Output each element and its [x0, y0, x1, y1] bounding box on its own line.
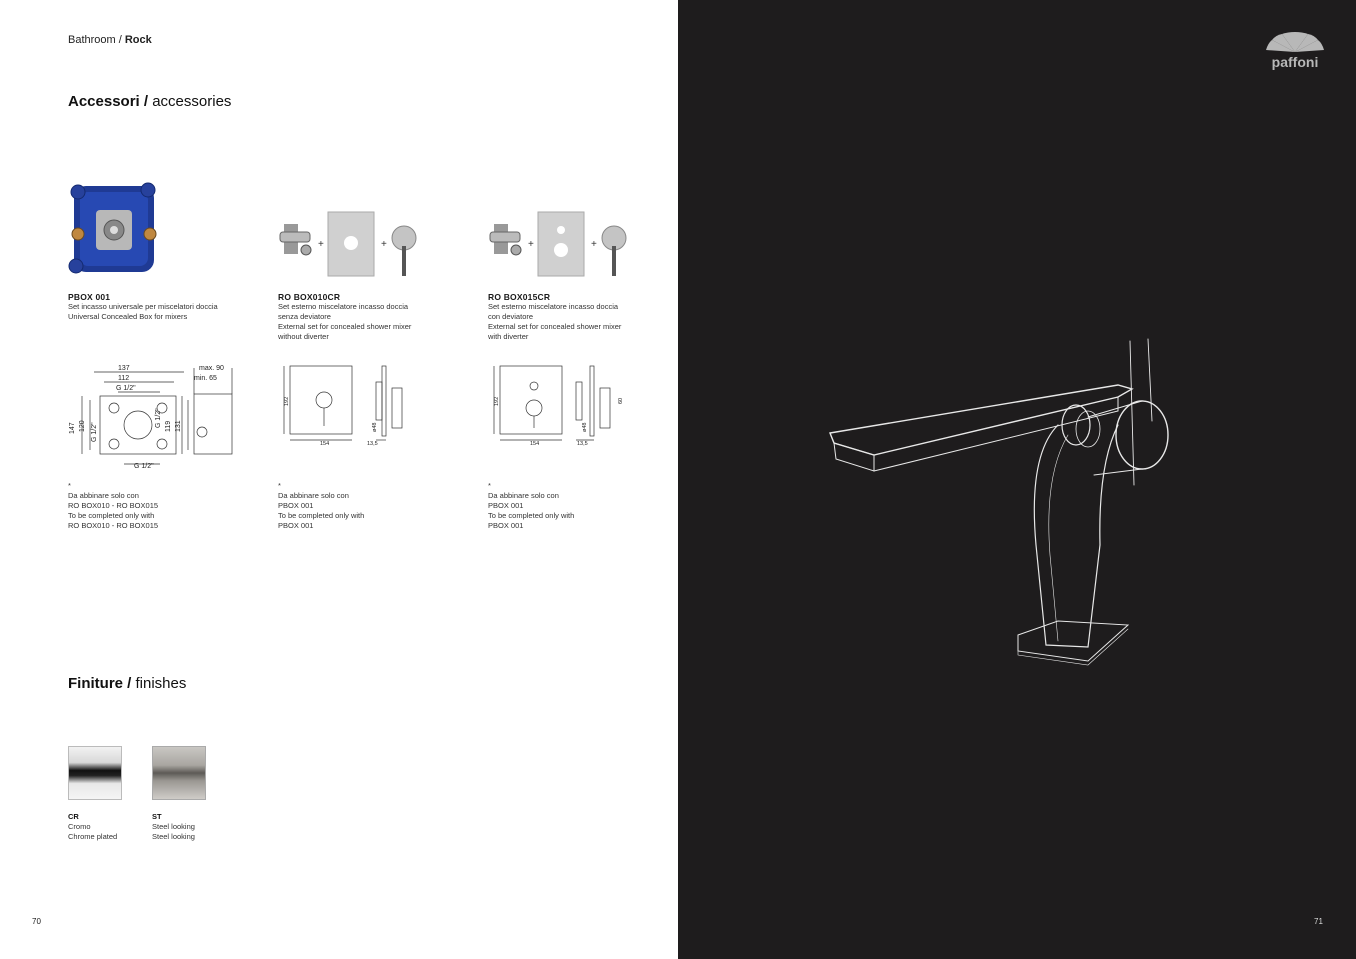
dim-label: 119 [165, 420, 172, 432]
pbox-001-image [68, 180, 160, 278]
note-line: Da abbinare solo con [488, 491, 559, 500]
right-page [678, 0, 1356, 959]
note-mark: * [278, 481, 281, 490]
brand-wordmark: paffoni [1271, 54, 1319, 70]
plus-sign: + [528, 239, 534, 250]
dim-label: G 1/2" [91, 422, 98, 442]
finish-name-en: Steel looking [152, 832, 195, 841]
dim-label: G 1/2" [134, 463, 154, 470]
note-line: PBOX 001 [488, 521, 524, 530]
ro-box015cr-technical-drawing [490, 362, 630, 450]
dim-label: ø48 [582, 422, 588, 432]
accessories-title-en: accessories [152, 93, 232, 110]
product-pbox-001 [68, 292, 248, 322]
product-desc-en: External set for concealed shower mixer [488, 322, 622, 331]
note-ro-box010cr [278, 481, 458, 531]
dim-label: 131 [175, 420, 182, 432]
product-desc-it: Set incasso universale per miscelatori doccia [68, 302, 218, 311]
dim-label: 13,5 [367, 441, 378, 447]
dim-label: 147 [69, 422, 76, 434]
breadcrumb-section: Bathroom / [68, 34, 125, 46]
page-number-left: 70 [32, 917, 41, 926]
product-desc-it: senza deviatore [278, 312, 331, 321]
product-desc-it: Set esterno miscelatore incasso doccia [278, 302, 409, 311]
product-code: RO BOX015CR [488, 292, 551, 302]
swatch-steel [152, 746, 206, 800]
note-line: PBOX 001 [488, 501, 524, 510]
dim-label: 112 [118, 375, 130, 382]
faucet-sketch [818, 325, 1198, 685]
note-line: Da abbinare solo con [68, 491, 139, 500]
note-line: RO BOX010 - RO BOX015 [68, 521, 159, 530]
breadcrumb-collection: Rock [124, 34, 152, 46]
ro-box010cr-image [278, 210, 424, 278]
dim-label: G 1/2" [116, 385, 136, 392]
product-ro-box015cr [488, 292, 668, 342]
dim-label: 192 [494, 396, 500, 406]
finish-code: ST [152, 812, 162, 821]
product-desc-en: without diverter [278, 332, 329, 341]
dim-label: 192 [284, 396, 290, 406]
note-line: To be completed only with [278, 511, 365, 520]
product-desc-en: Universal Concealed Box for mixers [68, 312, 188, 321]
note-line: To be completed only with [68, 511, 155, 520]
finish-label-cr [68, 812, 117, 842]
dim-label: 120 [79, 420, 86, 432]
finish-label-st [152, 812, 195, 842]
finish-name-it: Cromo [68, 822, 91, 831]
product-desc-en: External set for concealed shower mixer [278, 322, 412, 331]
note-ro-box015cr [488, 481, 668, 531]
accessories-title [68, 93, 231, 110]
dim-label: 60 [618, 397, 624, 404]
paffoni-logo [1262, 30, 1328, 72]
dim-label: 154 [530, 441, 540, 447]
product-ro-box010cr [278, 292, 458, 342]
plus-sign: + [591, 239, 597, 250]
note-line: PBOX 001 [278, 521, 314, 530]
dim-label: max. 90 [199, 365, 224, 372]
finish-name-it: Steel looking [152, 822, 195, 831]
finish-code: CR [68, 812, 79, 821]
note-line: To be completed only with [488, 511, 575, 520]
plus-sign: + [318, 239, 324, 250]
note-line: RO BOX010 - RO BOX015 [68, 501, 159, 510]
ro-box010cr-technical-drawing [280, 362, 410, 450]
dim-label: G 1/2" [155, 408, 162, 428]
note-line: PBOX 001 [278, 501, 314, 510]
dim-label: min. 65 [194, 375, 217, 382]
note-line: Da abbinare solo con [278, 491, 349, 500]
pbox-001-technical-drawing [64, 360, 240, 472]
note-mark: * [488, 481, 491, 490]
accessories-title-it: Accessori / [68, 93, 153, 110]
swatch-chrome [68, 746, 122, 800]
product-code: RO BOX010CR [278, 292, 341, 302]
product-desc-it: Set esterno miscelatore incasso doccia [488, 302, 619, 311]
dim-label: 154 [320, 441, 330, 447]
product-desc-en: with diverter [488, 332, 529, 341]
dim-label: 137 [118, 365, 130, 372]
finish-name-en: Chrome plated [68, 832, 118, 841]
dim-label: ø48 [372, 422, 378, 432]
product-desc-it: con deviatore [488, 312, 534, 321]
ro-box015cr-image [488, 210, 634, 278]
finishes-title-en: finishes [135, 675, 187, 692]
note-pbox-001 [68, 481, 248, 531]
dim-label: 13,5 [577, 441, 588, 447]
finishes-title-it: Finiture / [68, 675, 136, 692]
breadcrumb [68, 34, 152, 46]
note-mark: * [68, 481, 71, 490]
plus-sign: + [381, 239, 387, 250]
product-code: PBOX 001 [68, 292, 111, 302]
page-number-right: 71 [1314, 917, 1323, 926]
finishes-title [68, 675, 186, 692]
